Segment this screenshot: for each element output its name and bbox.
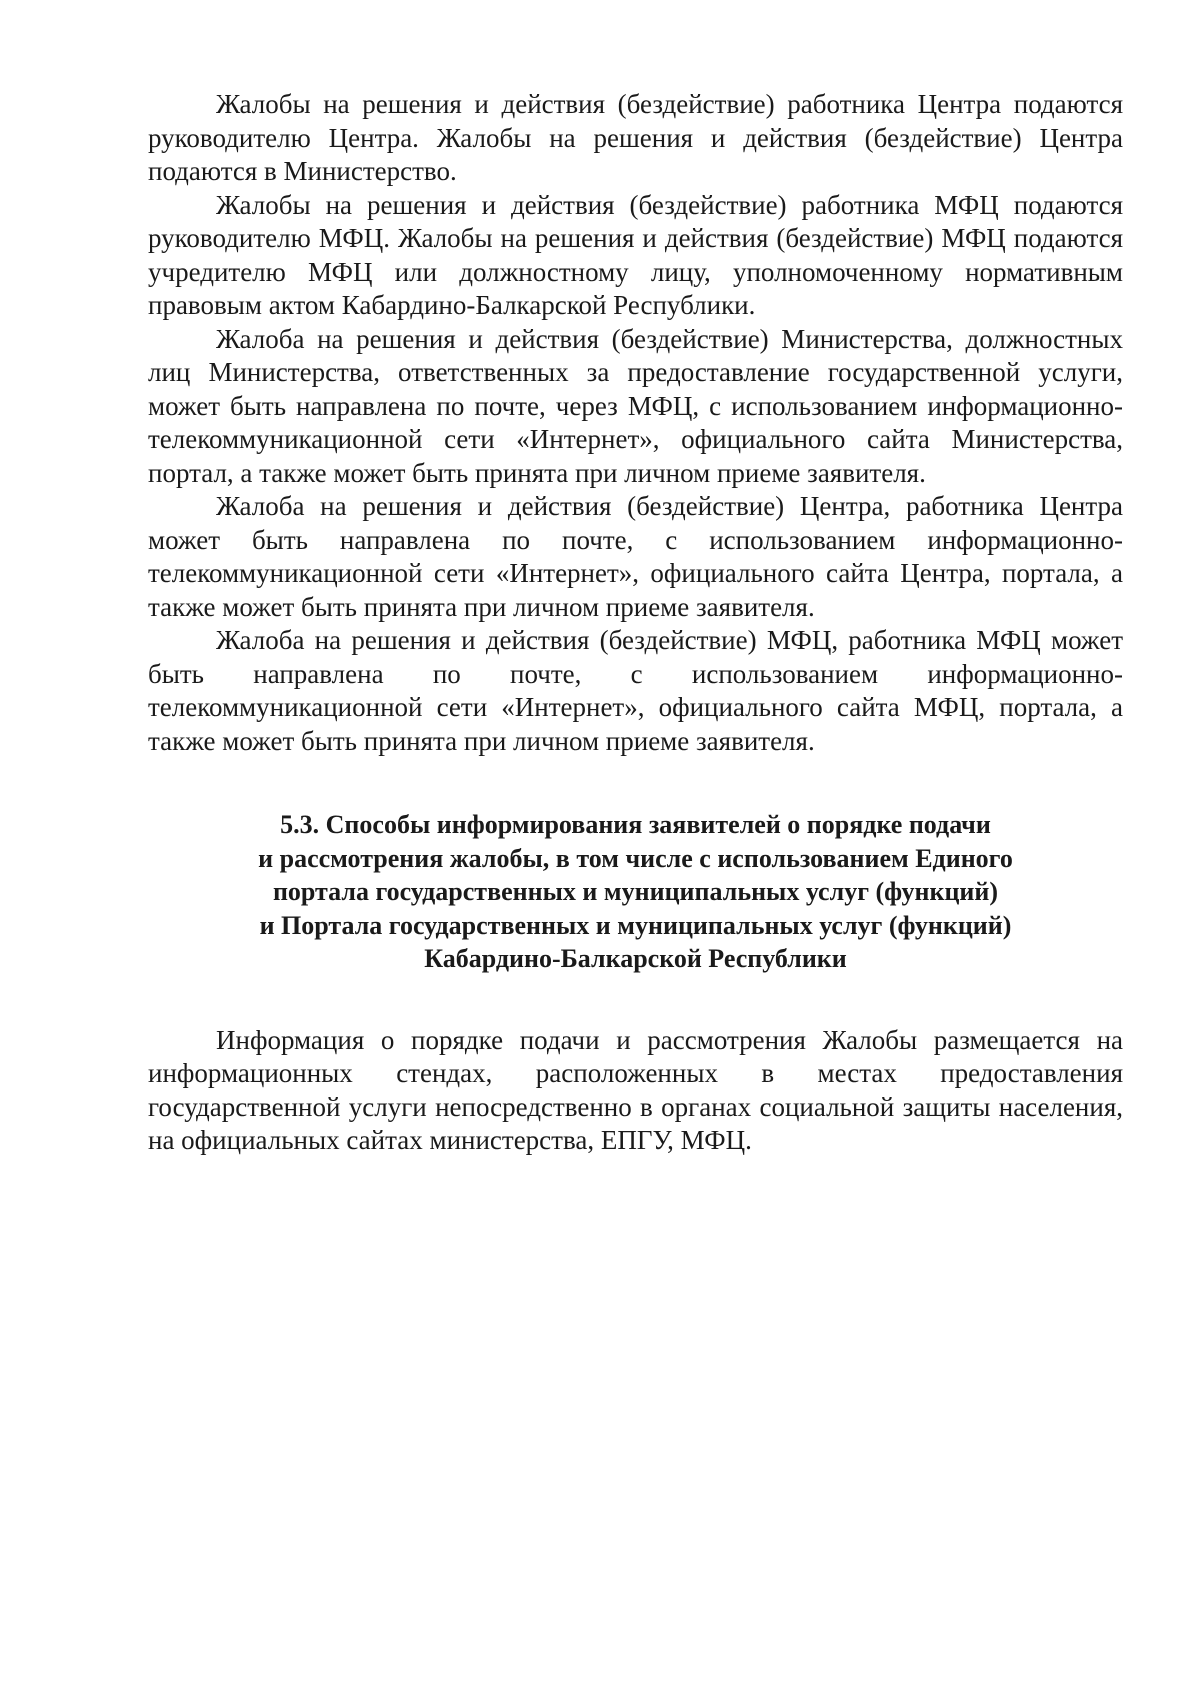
paragraph-center-complaint-channels: Жалоба на решения и действия (бездействие) Центра, работника Центра может быть направлена по почте, с использованием информационно-телекоммуникационной сети «Интернет», официального сайта Центра, портала, а также может быть принята при личном приеме заявителя.	[148, 491, 1123, 622]
complaints-procedure-block	[148, 88, 1123, 758]
paragraph-center-complaints: Жалобы на решения и действия (бездействие) работника Центра подаются руководителю Центра. Жалобы на решения и действия (бездействие) Центра подаются в Министерство.	[148, 89, 1123, 186]
section-heading-line: 5.3. Способы информирования заявителей о порядке подачи	[280, 810, 991, 839]
section-heading-line: портала государственных и муниципальных услуг (функций)	[272, 877, 999, 906]
paragraph-ministry-complaint-channels: Жалоба на решения и действия (бездействие) Министерства, должностных лиц Министерства, ответственных за предоставление государственной услуги, может быть направлена по почте, через МФЦ, с использованием информационно-телекоммуникационной сети «Интернет», официального сайта Министерства, портал, а также может быть принята при личном приеме заявителя.	[148, 323, 1123, 488]
paragraph-mfc-complaint-channels: Жалоба на решения и действия (бездействие) МФЦ, работника МФЦ может быть направлена по почте, с использованием информационно-телекоммуникационной сети «Интернет», официального сайта МФЦ, портала, а также может быть принята при личном приеме заявителя.	[148, 625, 1123, 756]
paragraph-mfc-complaints: Жалобы на решения и действия (бездействие) работника МФЦ подаются руководителю МФЦ. Жалобы на решения и действия (бездействие) МФЦ подаются учредителю МФЦ или должностному лицу, уполномоченному нормативным правовым актом Кабардино-Балкарской Республики.	[148, 189, 1123, 320]
section-heading-line: и Портала государственных и муниципальных услуг (функций)	[259, 910, 1012, 940]
section-heading-line: Кабардино-Балкарской Республики	[424, 944, 847, 973]
page-content	[148, 88, 1123, 1158]
section-5-3-body	[148, 1024, 1123, 1158]
section-heading-line: и рассмотрения жалобы, в том числе с использованием Единого	[258, 843, 1013, 873]
paragraph-information-placement: Информация о порядке подачи и рассмотрения Жалобы размещается на информационных стендах, расположенных в местах предоставления государственной услуги непосредственно в органах социальной защиты населения, на официальных сайтах министерства, ЕПГУ, МФЦ.	[148, 1024, 1123, 1155]
section-heading-5-3	[148, 808, 1123, 976]
